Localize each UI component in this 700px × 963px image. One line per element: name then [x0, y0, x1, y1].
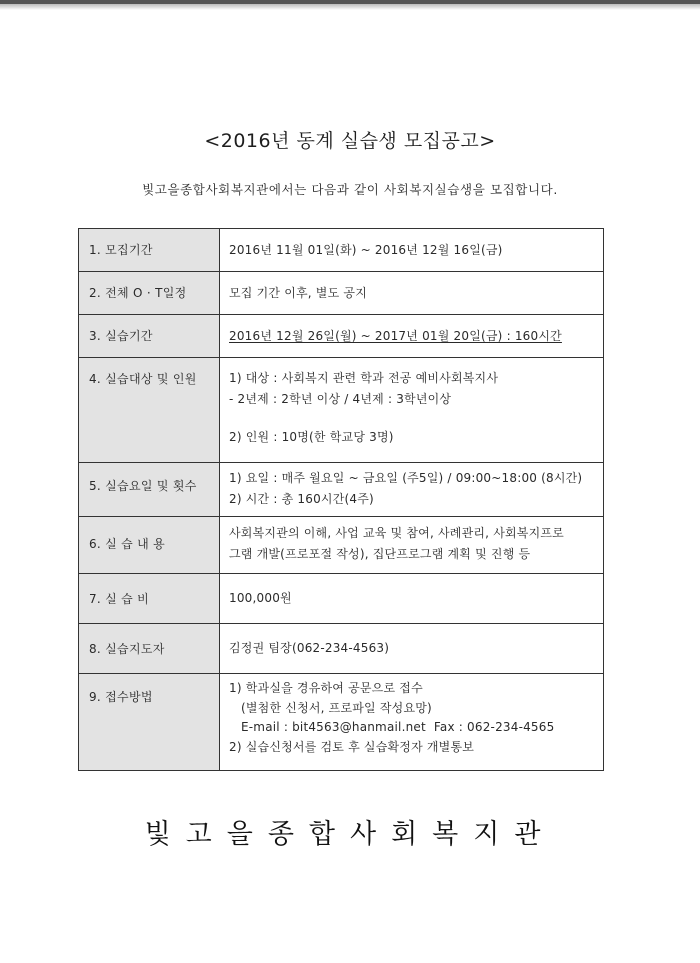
- row-label: 1. 모집기간: [79, 229, 220, 272]
- row-label: 5. 실습요일 및 횟수: [79, 463, 220, 517]
- value-line: 2) 실습신청서를 검토 후 실습확정자 개별통보: [229, 739, 475, 754]
- value-line: E-mail : bit4563@hanmail.net Fax : 062-234-4565: [241, 720, 555, 734]
- value-line: 1) 학과실을 경유하여 공문으로 접수: [229, 681, 423, 695]
- row-label: 8. 실습지도자: [79, 624, 220, 674]
- table-row: [79, 272, 604, 315]
- value-line: 그램 개발(프로포절 작성), 집단프로그램 계획 및 진행 등: [229, 547, 531, 561]
- table-row: [79, 358, 604, 463]
- value-line: 사회복지관의 이해, 사업 교육 및 참여, 사례관리, 사회복지프로: [229, 526, 564, 540]
- table-row: [79, 517, 604, 574]
- table-row: [79, 315, 604, 358]
- table-row: [79, 624, 604, 674]
- row-label: 7. 실 습 비: [79, 574, 220, 624]
- value-line: 100,000원: [229, 591, 292, 605]
- row-value: [220, 315, 604, 358]
- value-line: 모집 기간 이후, 별도 공지: [229, 286, 367, 300]
- value-line: 1) 요일 : 매주 월요일 ~ 금요일 (주5일) / 09:00~18:00 (8시간): [229, 471, 583, 485]
- row-label: 4. 실습대상 및 인원: [79, 358, 220, 463]
- row-value: [220, 229, 604, 272]
- row-label: 6. 실 습 내 용: [79, 517, 220, 574]
- row-label: 9. 접수방법: [79, 674, 220, 771]
- value-line: 2016년 11월 01일(화) ~ 2016년 12월 16일(금): [229, 243, 503, 257]
- value-line: - 2년제 : 2학년 이상 / 4년제 : 3학년이상: [229, 392, 452, 406]
- table-row: [79, 463, 604, 517]
- intro-text: 빛고을종합사회복지관에서는 다음과 같이 사회복지실습생을 모집합니다.: [142, 182, 558, 197]
- recruitment-info-table: [78, 228, 604, 771]
- row-value: [220, 358, 604, 463]
- row-value: [220, 674, 604, 771]
- value-line: (별첨한 신청서, 프로파일 작성요망): [241, 700, 432, 715]
- scan-top-shadow: [0, 4, 700, 10]
- table-row: [79, 574, 604, 624]
- table-row: [79, 229, 604, 272]
- value-line: 1) 대상 : 사회복지 관련 학과 전공 예비사회복지사: [229, 371, 499, 385]
- row-value: [220, 463, 604, 517]
- value-line: 김정권 팀장(062-234-4563): [229, 641, 390, 655]
- row-value: [220, 574, 604, 624]
- table-row: [79, 674, 604, 771]
- row-label: 2. 전체 O · T일정: [79, 272, 220, 315]
- row-label: 3. 실습기간: [79, 315, 220, 358]
- row-value: [220, 272, 604, 315]
- row-value: [220, 517, 604, 574]
- document-title: <2016년 동계 실습생 모집공고>: [204, 130, 496, 152]
- value-line: 2) 인원 : 10명(한 학교당 3명): [229, 430, 394, 444]
- value-line: 2016년 12월 26일(월) ~ 2017년 01월 20일(금) : 160시간: [229, 329, 562, 343]
- value-line: 2) 시간 : 총 160시간(4주): [229, 492, 374, 506]
- organization-name: 빛고을종합사회복지관: [144, 819, 556, 850]
- row-value: [220, 624, 604, 674]
